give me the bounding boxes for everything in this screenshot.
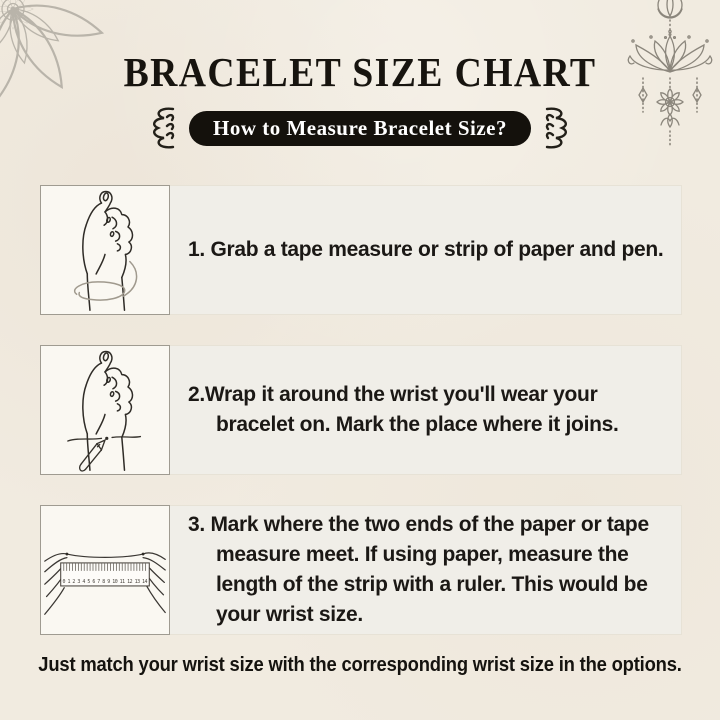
step-row-1 [40,185,682,315]
page-title: BRACELET SIZE CHART [123,49,597,95]
ruler-measuring-illustration [40,505,170,635]
header [0,0,720,150]
step-text-1: 1. Grab a tape measure or strip of paper and pen. [188,238,664,261]
hand-pen-marking-illustration [40,345,170,475]
step-row-3 [40,505,682,635]
step-row-2 [40,345,682,475]
banner-text: How to Measure Bracelet Size? [212,115,508,140]
banner-row [0,106,720,150]
ruler-numbers: 0 1 2 3 4 5 6 7 8 9 10 11 12 13 14 [62,578,148,585]
footer-note: Just match your wrist size with the corresponding wrist size in the options. [38,654,682,676]
step-text-2: 2.Wrap it around the wrist you'll wear your bracelet on. Mark the place where it joins. [188,383,619,436]
left-flourish-icon [142,106,176,150]
steps-list [40,185,682,665]
fist-hand-illustration [40,185,170,315]
footer [0,648,720,682]
right-flourish-icon [544,106,578,150]
step-text-3: 3. Mark where the two ends of the paper or tape measure meet. If using paper, measure the length of the strip with a ruler. This would be your wrist size. [188,513,649,626]
banner-pill [189,111,531,146]
